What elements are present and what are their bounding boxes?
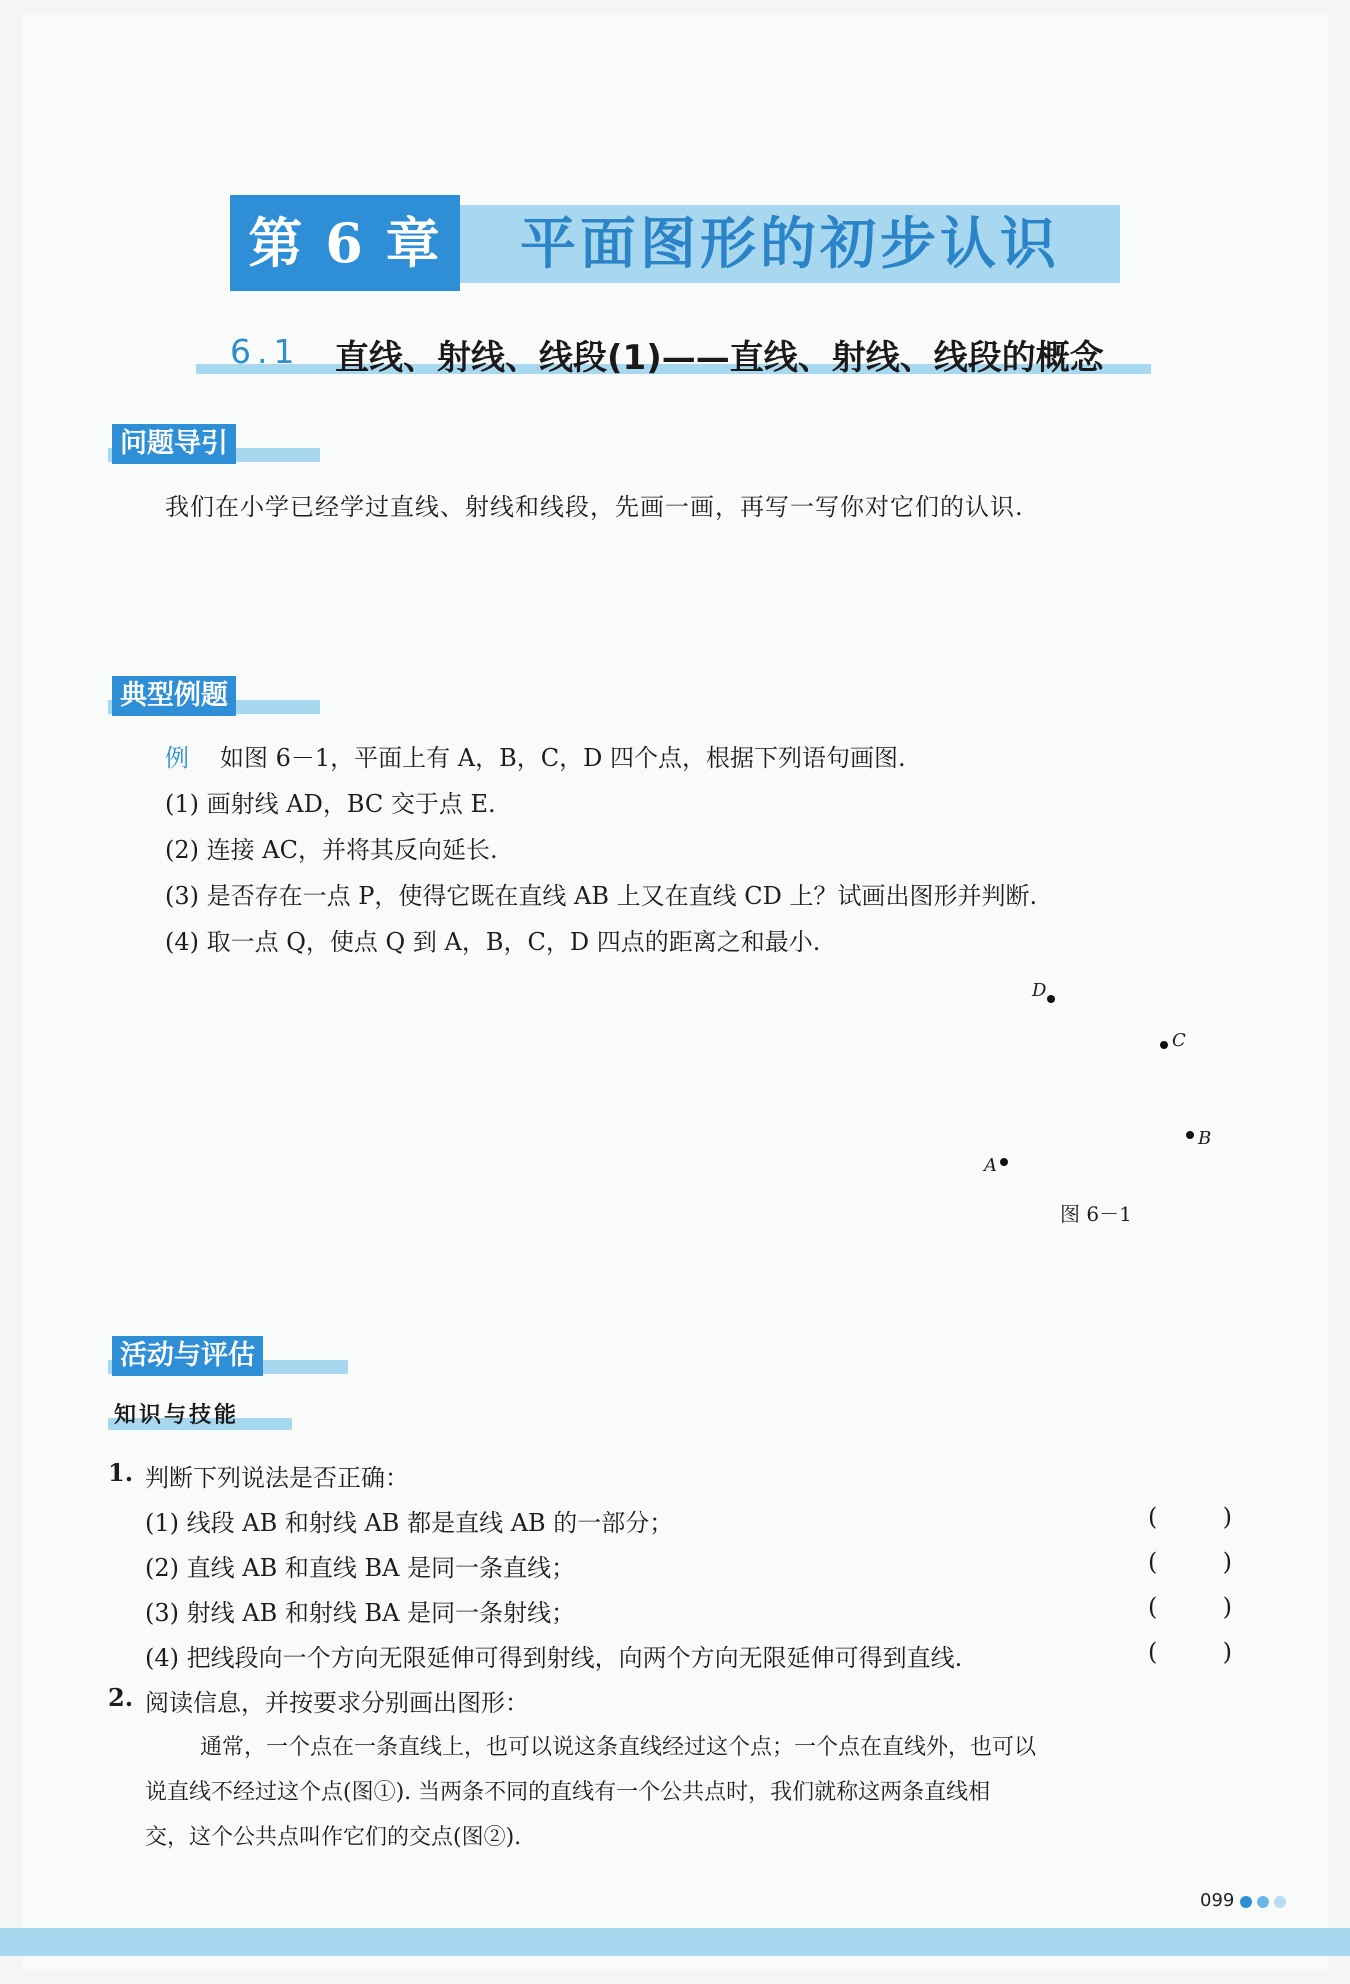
example-label: 例 <box>165 744 189 772</box>
example-item-2: (2) 连接 AC，并将其反向延长. <box>165 836 498 864</box>
example-text: 如图 6－1，平面上有 A，B，C，D 四个点，根据下列语句画图. <box>220 744 906 772</box>
point-c <box>1160 1041 1168 1049</box>
q1-item-4: (4) 把线段向一个方向无限延伸可得到射线，向两个方向无限延伸可得到直线. <box>145 1644 963 1672</box>
q1-answer-3[interactable] <box>1148 1593 1232 1621</box>
q1-item-3: (3) 射线 AB 和射线 BA 是同一条射线； <box>145 1599 576 1627</box>
paren-close: ) <box>1222 1638 1232 1666</box>
footer-band <box>0 1928 1350 1956</box>
q1-item-2: (2) 直线 AB 和直线 BA 是同一条直线； <box>145 1554 576 1582</box>
footer-dot <box>1240 1896 1252 1908</box>
point-label-b: B <box>1198 1128 1212 1149</box>
paren-open: ( <box>1148 1593 1158 1621</box>
q2-line-3: 交，这个公共点叫作它们的交点(图②). <box>145 1825 522 1850</box>
figure-caption: 图 6－1 <box>1060 1202 1132 1226</box>
paren-open: ( <box>1148 1638 1158 1666</box>
paren-close: ) <box>1222 1593 1232 1621</box>
point-b <box>1186 1131 1194 1139</box>
point-a <box>1000 1158 1008 1166</box>
q2-number: 2. <box>108 1683 134 1712</box>
q1-answer-4[interactable] <box>1148 1638 1232 1666</box>
example-item-3: (3) 是否存在一点 P，使得它既在直线 AB 上又在直线 CD 上？试画出图形并判断. <box>165 882 1038 910</box>
intro-tag: 问题导引 <box>112 424 236 464</box>
point-label-c: C <box>1172 1030 1186 1051</box>
q1-number: 1. <box>108 1458 134 1487</box>
paren-open: ( <box>1148 1548 1158 1576</box>
chapter-label-box <box>230 195 460 291</box>
q1-stem: 判断下列说法是否正确： <box>145 1464 409 1492</box>
skills-tag: 知识与技能 <box>114 1403 240 1428</box>
example-tag: 典型例题 <box>112 676 236 716</box>
q2-line-2: 说直线不经过这个点(图①). 当两条不同的直线有一个公共点时，我们就称这两条直线相 <box>145 1780 991 1805</box>
page-number: 099 <box>1200 1890 1235 1911</box>
section-title: 直线、射线、线段(1)——直线、射线、线段的概念 <box>335 338 1104 378</box>
footer-dot <box>1257 1896 1269 1908</box>
q1-answer-2[interactable] <box>1148 1548 1232 1576</box>
page <box>22 14 1328 1970</box>
point-label-a: A <box>984 1155 997 1176</box>
footer-dot <box>1274 1896 1286 1908</box>
intro-text: 我们在小学已经学过直线、射线和线段，先画一画，再写一写你对它们的认识. <box>165 493 1024 521</box>
point-d <box>1047 995 1055 1003</box>
activity-tag: 活动与评估 <box>112 1336 263 1376</box>
point-label-d: D <box>1032 980 1047 1001</box>
example-item-4: (4) 取一点 Q，使点 Q 到 A，B，C，D 四点的距离之和最小. <box>165 928 821 956</box>
section-number: 6.1 <box>230 332 301 371</box>
q2-stem: 阅读信息，并按要求分别画出图形： <box>145 1689 529 1717</box>
paren-close: ) <box>1222 1548 1232 1576</box>
q1-answer-1[interactable] <box>1148 1503 1232 1531</box>
paren-close: ) <box>1222 1503 1232 1531</box>
q2-line-1: 通常，一个点在一条直线上，也可以说这条直线经过这个点；一个点在直线外，也可以 <box>200 1735 1037 1760</box>
q1-item-1: (1) 线段 AB 和射线 AB 都是直线 AB 的一部分； <box>145 1509 674 1537</box>
example-item-1: (1) 画射线 AD，BC 交于点 E. <box>165 790 496 818</box>
paren-open: ( <box>1148 1503 1158 1531</box>
chapter-label: 第 6 章 <box>248 211 442 275</box>
chapter-title-band <box>460 205 1120 283</box>
chapter-title: 平面图形的初步认识 <box>520 211 1060 277</box>
